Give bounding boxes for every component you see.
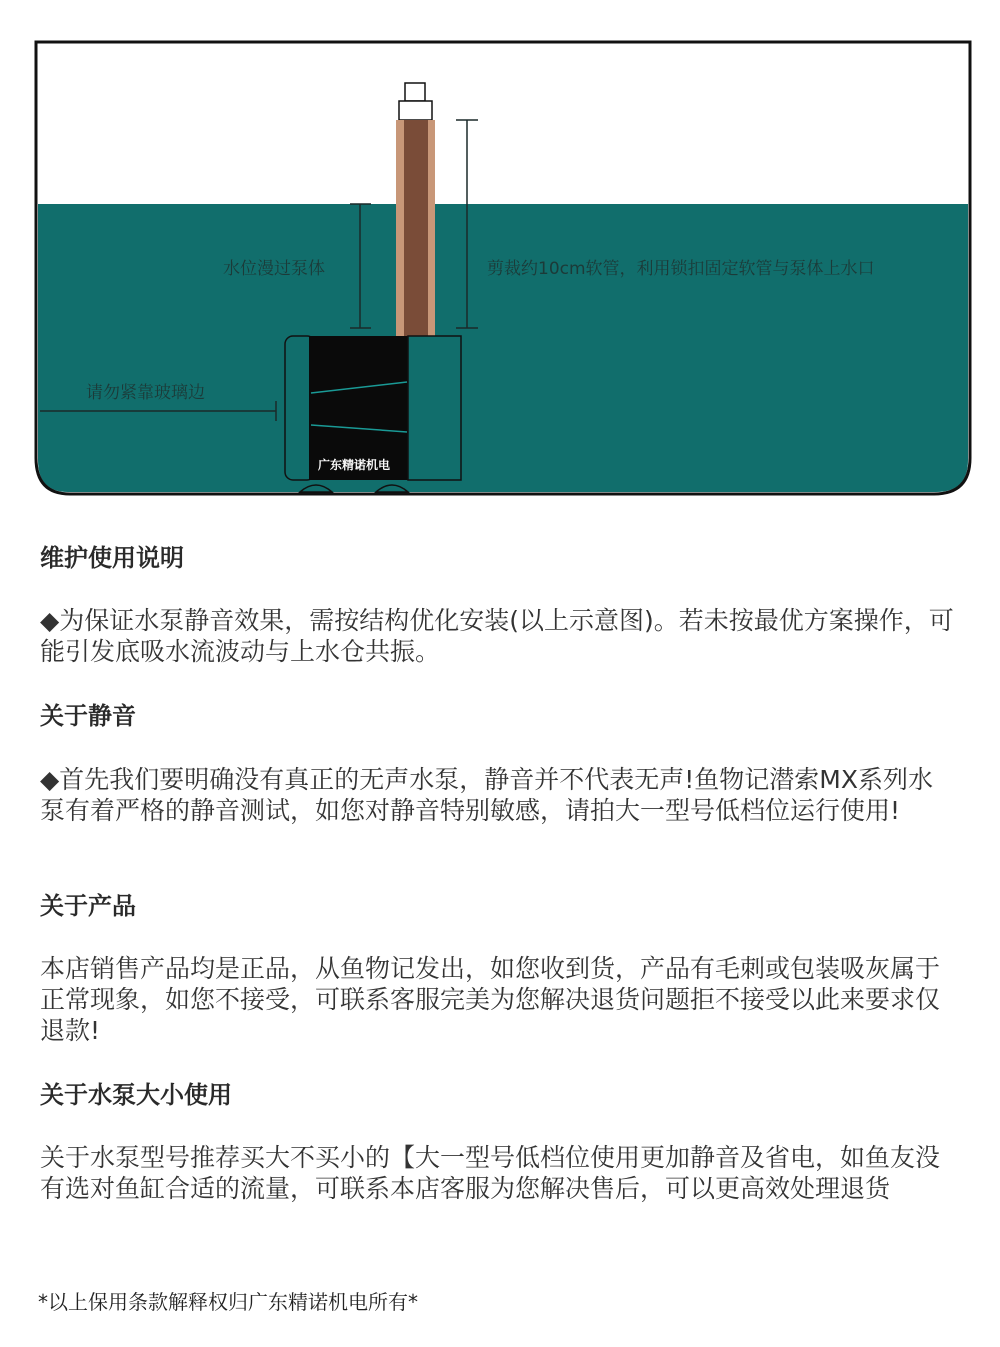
hose-top-cap [405,83,425,101]
label-glass-edge: 请勿紧靠玻璃边 [86,383,205,403]
label-hose-cut: 剪裁约10cm软管，利用锁扣固定软管与泵体上水口 [487,259,875,279]
section-body-pump-size: 关于水泵型号推荐买大不买小的【大一型号低档位使用更加静音及省电，如鱼友没有选对鱼缸合适的流量，可联系本店客服为您解决售后，可以更高效处理退货 [40,1143,941,1203]
pump-installation-diagram [0,0,1000,500]
section-body-maintenance: ◆为保证水泵静音效果，需按结构优化安装(以上示意图)。若未按最优方案操作，可能引发底吸水流波动与上水仓共振。 [40,606,954,666]
section-body-product: 本店销售产品均是正品，从鱼物记发出，如您收到货，产品有毛刺或包装吸灰属于正常现象，如您不接受，可联系客服完美为您解决退货问题拒不接受以此来要求仅退款! [40,954,941,1045]
hose-top-fitting [399,101,432,120]
pump-brand-label: 广东精诺机电 [318,458,391,472]
label-water-level: 水位漫过泵体 [223,259,325,279]
hose-highlight-left [396,120,404,336]
section-body-silence: ◆首先我们要明确没有真正的无声水泵，静音并不代表无声!鱼物记潜索MX系列水泵有着严格的静音测试，如您对静音特别敏感，请拍大一型号低档位运行使用! [40,765,933,825]
footer-note: *以上保用条款解释权归广东精诺机电所有* [38,1290,418,1314]
section-title-maintenance: 维护使用说明 [40,544,184,572]
hose-highlight-right [428,120,435,336]
aquarium-water [38,204,968,492]
pump-outlet-housing [408,336,461,480]
section-title-product: 关于产品 [40,892,136,920]
section-title-silence: 关于静音 [40,702,136,730]
section-title-pump-size: 关于水泵大小使用 [40,1081,232,1109]
